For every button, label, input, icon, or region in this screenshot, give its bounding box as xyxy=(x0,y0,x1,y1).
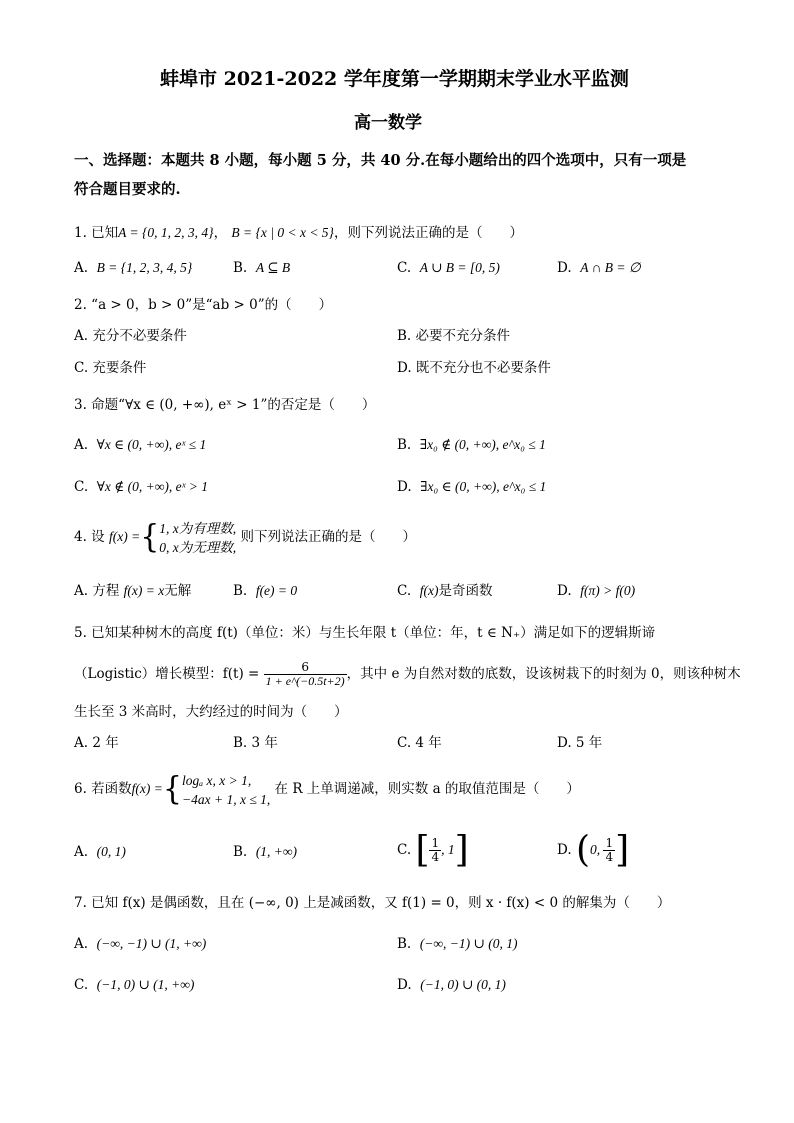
question-5-option-c[interactable]: C. 4 年 xyxy=(397,735,442,751)
brace-icon: { xyxy=(140,518,160,556)
question-2-option-a[interactable]: A. 充分不必要条件 xyxy=(74,328,187,344)
question-1-option-c[interactable]: C. A ∪ B = [0, 5) xyxy=(397,260,500,276)
question-6-option-d[interactable]: D. (0, $\frac{1}{4}$ ] xyxy=(557,829,630,871)
question-4-option-c[interactable]: C. f(x)是奇函数 xyxy=(397,583,493,599)
question-5-line1: 5. 已知某种树木的高度 f(t)（单位：米）与生长年限 t（单位：年，t ∈ N₊）满足如下的逻辑斯谛 xyxy=(74,625,656,641)
question-2-stem: 2. “a > 0，b > 0”是“ab > 0”的（ ） xyxy=(74,297,333,313)
question-7-option-c[interactable]: C. (−1, 0) ∪ (1, +∞) xyxy=(74,977,195,993)
section-heading-line2: 符合题目要求的. xyxy=(74,181,181,198)
question-4-option-d[interactable]: D. f(π) > f(0) xyxy=(557,583,636,599)
question-1-option-a[interactable]: A. B = {1, 2, 3, 4, 5} xyxy=(74,260,193,276)
question-2-option-b[interactable]: B. 必要不充分条件 xyxy=(397,328,511,344)
question-5-option-b[interactable]: B. 3 年 xyxy=(233,735,278,751)
question-7-stem: 7. 已知 f(x) 是偶函数，且在 (−∞, 0) 上是减函数，又 f(1) = 0，则 x · f(x) < 0 的解集为（ ） xyxy=(74,895,671,911)
question-3-option-d[interactable]: D. ∃x₀ ∈ (0, +∞), e^x₀ ≤ 1 xyxy=(397,479,547,495)
question-3-stem: 3. 命题“∀x ∈ (0, +∞), eˣ > 1”的否定是（ ） xyxy=(74,397,376,413)
question-3-option-c[interactable]: C. ∀x ∉ (0, +∞), eˣ > 1 xyxy=(74,479,209,495)
question-6-stem: 6. 若函数f(x) ={ logₐ x, x > 1, −4ax + 1, x ≤ 1, 在 R 上单调递减，则实数 a 的取值范围是（ ） xyxy=(74,770,580,808)
question-4-option-a[interactable]: A. 方程 f(x) = x无解 xyxy=(74,583,192,599)
question-5-line3: 生长至 3 米高时，大约经过的时间为（ ） xyxy=(74,704,348,720)
question-1-option-d[interactable]: D. A ∩ B = ∅ xyxy=(557,260,641,276)
page-title: 蚌埠市 2021-2022 学年度第一学期期末学业水平监测 xyxy=(160,68,629,90)
question-6-option-b[interactable]: B. (1, +∞) xyxy=(233,844,298,860)
question-7-option-d[interactable]: D. (−1, 0) ∪ (0, 1) xyxy=(397,977,506,993)
question-1-option-b[interactable]: B. A ⊆ B xyxy=(233,260,291,276)
question-4-option-b[interactable]: B. f(e) = 0 xyxy=(233,583,298,599)
brace-icon: { xyxy=(162,770,182,808)
question-6-option-c[interactable]: C. [ $\frac{1}{4}$ , 1] xyxy=(397,829,469,871)
page-subtitle: 高一数学 xyxy=(354,113,422,133)
question-4-stem: 4. 设 f(x) ={ 1, x为有理数, 0, x为无理数, 则下列说法正确的是（ ） xyxy=(74,518,416,556)
logistic-fraction: $\frac{6}{1 + e\^{}(-0.5t+2)}$ xyxy=(265,660,345,688)
question-6-option-a[interactable]: A. (0, 1) xyxy=(74,844,126,860)
question-7-option-a[interactable]: A. (−∞, −1) ∪ (1, +∞) xyxy=(74,936,207,952)
question-1-stem: 1. 已知A = {0, 1, 2, 3, 4}， B = {x | 0 < x < 5}，则下列说法正确的是（ ） xyxy=(74,225,523,241)
question-3-option-a[interactable]: A. ∀x ∈ (0, +∞), eˣ ≤ 1 xyxy=(74,437,207,453)
section-heading-line1: 一、选择题：本题共 8 小题，每小题 5 分，共 40 分.在每小题给出的四个选项中，只有一项是 xyxy=(74,152,687,169)
question-3-option-b[interactable]: B. ∃x₀ ∉ (0, +∞), e^x₀ ≤ 1 xyxy=(397,437,546,453)
question-5-option-d[interactable]: D. 5 年 xyxy=(557,735,603,751)
question-2-option-c[interactable]: C. 充要条件 xyxy=(74,360,147,376)
question-5-option-a[interactable]: A. 2 年 xyxy=(74,735,119,751)
question-5-line2: （Logistic）增长模型：f(t) = $\frac{6}{1 + e\^{}(-0.5t+2)}$ ，其中 e 为自然对数的底数，设该树栽下的时刻为 0，则该种树木 xyxy=(74,660,741,688)
question-7-option-b[interactable]: B. (−∞, −1) ∪ (0, 1) xyxy=(397,936,518,952)
question-2-option-d[interactable]: D. 既不充分也不必要条件 xyxy=(397,360,551,376)
